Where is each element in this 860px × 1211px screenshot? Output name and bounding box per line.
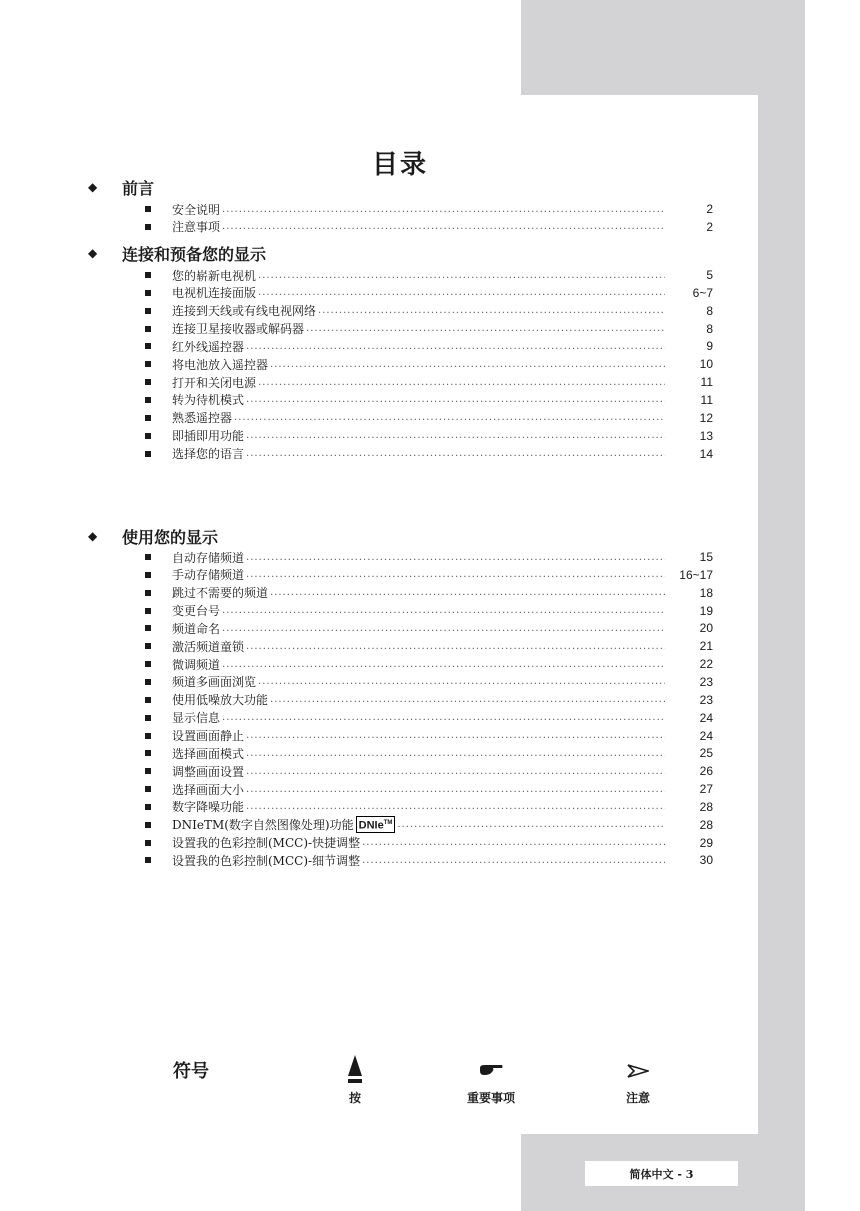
square-bullet-icon: [145, 343, 151, 349]
section-heading: [88, 243, 266, 263]
toc-entry-text: 频道命名: [172, 621, 221, 636]
toc-entry[interactable]: [145, 637, 713, 655]
square-bullet-icon: [145, 697, 151, 703]
toc-entry[interactable]: [145, 409, 713, 427]
toc-entry-text: 电视机连接面版: [172, 286, 257, 301]
toc-entry[interactable]: [145, 744, 713, 762]
toc-page-number: 16~17: [679, 567, 713, 582]
press-arrow-icon: [305, 1044, 405, 1084]
dot-leader: [234, 412, 665, 423]
toc-page-number: 21: [699, 639, 713, 654]
toc-entry[interactable]: [145, 200, 713, 218]
toc-entry-text: 手动存储频道: [172, 568, 245, 583]
toc-entry[interactable]: [145, 727, 713, 745]
toc-page-number: 24: [699, 728, 713, 743]
toc-entry[interactable]: [145, 566, 713, 584]
toc-entry[interactable]: [145, 548, 713, 566]
dot-leader: [246, 552, 665, 563]
square-bullet-icon: [145, 415, 151, 421]
legend-title: 符号: [173, 1061, 209, 1082]
toc-page-number: 2: [706, 219, 713, 234]
square-bullet-icon: [145, 804, 151, 810]
toc-entry[interactable]: [145, 780, 713, 798]
toc-page-number: 27: [699, 782, 713, 797]
square-bullet-icon: [145, 433, 151, 439]
toc-entry[interactable]: [145, 320, 713, 338]
section-heading: [88, 526, 218, 546]
square-bullet-icon: [145, 857, 151, 863]
dnie-logo-badge: [356, 816, 396, 833]
toc-entry[interactable]: [145, 762, 713, 780]
toc-entry-text: 您的崭新电视机: [172, 268, 257, 283]
square-bullet-icon: [145, 661, 151, 667]
toc-entry[interactable]: [145, 584, 713, 602]
toc-page-number: 8: [706, 321, 713, 336]
toc-entry-text: 注意事项: [172, 220, 221, 235]
square-bullet-icon: [145, 733, 151, 739]
toc-page-number: 11: [700, 392, 713, 407]
toc-entry[interactable]: [145, 373, 713, 391]
dot-leader: [258, 377, 665, 388]
legend-item-note: [588, 1044, 688, 1106]
toc-entry[interactable]: [145, 337, 713, 355]
square-bullet-icon: [145, 679, 151, 685]
toc-page-number: 26: [699, 764, 713, 779]
toc-entry[interactable]: [145, 673, 713, 691]
dot-leader: [258, 287, 665, 298]
toc-page-number: 8: [706, 303, 713, 318]
toc-entry-text: 变更台号: [172, 604, 221, 619]
toc-entry-text: 设置我的色彩控制(MCC)-细节调整: [172, 853, 361, 868]
square-bullet-icon: [145, 822, 151, 828]
square-bullet-icon: [145, 750, 151, 756]
toc-entry[interactable]: [145, 834, 713, 852]
toc-entry-text: 安全说明: [172, 202, 221, 217]
dot-leader: [222, 605, 665, 616]
toc-entry-text: 选择您的语言: [172, 447, 245, 461]
toc-entry[interactable]: [145, 655, 713, 673]
toc-page-number: 30: [699, 853, 713, 868]
toc-page-number: 18: [699, 585, 713, 600]
dot-leader: [246, 730, 665, 741]
page-footer: 简体中文 - 3: [585, 1161, 738, 1186]
dot-leader: [246, 341, 665, 352]
page-title: 目录: [371, 150, 428, 180]
toc-page-number: 28: [699, 817, 713, 832]
square-bullet-icon: [145, 840, 151, 846]
square-bullet-icon: [145, 608, 151, 614]
toc-entry[interactable]: [145, 619, 713, 637]
toc-page-number: 12: [699, 410, 713, 425]
legend-label-note: 注意: [625, 1091, 650, 1105]
side-decoration: [758, 95, 805, 1135]
toc-entry[interactable]: [145, 391, 713, 409]
toc-page-number: 20: [699, 621, 713, 636]
dot-leader: [246, 784, 665, 795]
toc-page-number: 10: [699, 357, 713, 372]
toc-entry-text: 即插即用功能: [172, 429, 245, 444]
toc-entry-text: DNIeTM(数字自然图像处理)功能: [172, 818, 354, 833]
dot-leader: [270, 587, 665, 598]
toc-page-number: 23: [699, 692, 713, 707]
toc-page-number: 9: [706, 339, 713, 354]
toc-entry-text: 激活频道童锁: [172, 639, 245, 654]
toc-page-number: 14: [699, 446, 713, 461]
toc-entry-text: 选择画面模式: [172, 746, 245, 761]
toc-entry-text: 打开和关闭电源: [172, 375, 257, 390]
toc-page-number: 28: [699, 799, 713, 814]
square-bullet-icon: [145, 379, 151, 385]
toc-entry[interactable]: [145, 602, 713, 620]
toc-page-number: 24: [699, 710, 713, 725]
dot-leader: [246, 430, 665, 441]
dnie-logo-text: DNIe: [358, 820, 384, 833]
dot-leader: [246, 801, 665, 812]
square-bullet-icon: [145, 451, 151, 457]
square-bullet-icon: [145, 625, 151, 631]
toc-entry[interactable]: [145, 284, 713, 302]
dot-leader: [222, 659, 665, 670]
dot-leader: [246, 569, 665, 580]
square-bullet-icon: [145, 361, 151, 367]
square-bullet-icon: [145, 590, 151, 596]
toc-entry[interactable]: [145, 302, 713, 320]
section-label: 使用您的显示: [122, 527, 219, 547]
diamond-bullet-icon: ◆: [88, 529, 98, 543]
toc-page-number: 2: [706, 202, 713, 216]
square-bullet-icon: [145, 768, 151, 774]
toc-entry[interactable]: [145, 427, 713, 445]
toc-entry-text: 显示信息: [172, 711, 221, 726]
dot-leader: [246, 748, 665, 759]
toc-entry-text: 使用低噪放大功能: [172, 693, 269, 708]
dot-leader: [270, 694, 665, 705]
square-bullet-icon: [145, 786, 151, 792]
dot-leader: [318, 305, 665, 316]
section-heading: [88, 177, 154, 197]
toc-entry-text: 微调频道: [172, 657, 221, 672]
toc-page-number: 5: [706, 268, 713, 282]
square-bullet-icon: [145, 397, 151, 403]
toc-entry-text: 选择画面大小: [172, 782, 245, 797]
toc-entry[interactable]: [145, 851, 713, 869]
toc-entry[interactable]: [145, 218, 713, 236]
header-decoration: [521, 0, 805, 95]
toc-page-number: 6~7: [692, 285, 713, 300]
dot-leader: [246, 766, 665, 777]
toc-page-number: 29: [699, 835, 713, 850]
square-bullet-icon: [145, 554, 151, 560]
dot-leader: [306, 323, 665, 334]
dot-leader: [222, 204, 665, 215]
dot-leader: [222, 623, 665, 634]
toc-entry[interactable]: [145, 266, 713, 284]
dot-leader: [397, 819, 665, 830]
legend-item-important: [441, 1044, 541, 1106]
section-label: 连接和预备您的显示: [122, 244, 267, 264]
toc-page-number: 23: [699, 674, 713, 689]
toc-entry-text: 频道多画面浏览: [172, 675, 257, 690]
toc-entry[interactable]: [145, 355, 713, 373]
square-bullet-icon: [145, 308, 151, 314]
toc-entry-text: 连接到天线或有线电视网络: [172, 304, 317, 319]
toc-entry[interactable]: [145, 709, 713, 727]
note-arrow-icon: [588, 1044, 688, 1084]
legend-label-press: 按: [348, 1091, 361, 1105]
dot-leader: [222, 712, 665, 723]
toc-entry[interactable]: [145, 798, 713, 816]
toc-page-number: 13: [699, 428, 713, 443]
dot-leader: [222, 221, 665, 232]
square-bullet-icon: [145, 224, 151, 230]
legend-item-press: [305, 1044, 405, 1106]
toc-page-number: 11: [700, 375, 713, 390]
toc-entry-text: 转为待机模式: [172, 393, 245, 408]
toc-page-number: 19: [699, 603, 713, 618]
square-bullet-icon: [145, 326, 151, 332]
section-label: 前言: [122, 178, 155, 198]
toc-entry-text: 将电池放入遥控器: [172, 357, 269, 372]
toc-entry-text: 设置画面静止: [172, 729, 245, 743]
toc-page-number: 15: [699, 550, 713, 564]
square-bullet-icon: [145, 643, 151, 649]
dot-leader: [270, 359, 665, 370]
square-bullet-icon: [145, 206, 151, 212]
dot-leader: [258, 676, 665, 687]
toc-entry[interactable]: [145, 691, 713, 709]
pointing-hand-icon: [441, 1044, 541, 1084]
toc-entry-text: 数字降噪功能: [172, 800, 245, 815]
toc-entry-text: 连接卫星接收器或解码器: [172, 322, 305, 337]
toc-page-number: 22: [699, 657, 713, 672]
square-bullet-icon: [145, 572, 151, 578]
toc-entry[interactable]: [145, 816, 713, 834]
toc-page-number: 25: [699, 746, 713, 761]
toc-entry-text: 自动存储频道: [172, 550, 245, 565]
toc-entry-text: 跳过不需要的频道: [172, 586, 269, 601]
toc-entry-text: 设置我的色彩控制(MCC)-快捷调整: [172, 836, 361, 851]
dot-leader: [362, 855, 665, 866]
square-bullet-icon: [145, 290, 151, 296]
diamond-bullet-icon: ◆: [88, 246, 98, 260]
diamond-bullet-icon: ◆: [88, 180, 98, 194]
dot-leader: [246, 394, 665, 405]
dot-leader: [246, 448, 665, 459]
dot-leader: [246, 641, 665, 652]
dnie-logo-trademark: TM: [383, 820, 393, 827]
toc-entry[interactable]: [145, 445, 713, 463]
toc-entry-text: 调整画面设置: [172, 764, 245, 779]
square-bullet-icon: [145, 272, 151, 278]
toc-entry-text: 熟悉遥控器: [172, 411, 233, 426]
toc-entry-text: 红外线遥控器: [172, 339, 245, 354]
dot-leader: [258, 270, 665, 281]
square-bullet-icon: [145, 715, 151, 721]
legend-label-important: 重要事项: [466, 1091, 515, 1105]
dot-leader: [362, 837, 665, 848]
